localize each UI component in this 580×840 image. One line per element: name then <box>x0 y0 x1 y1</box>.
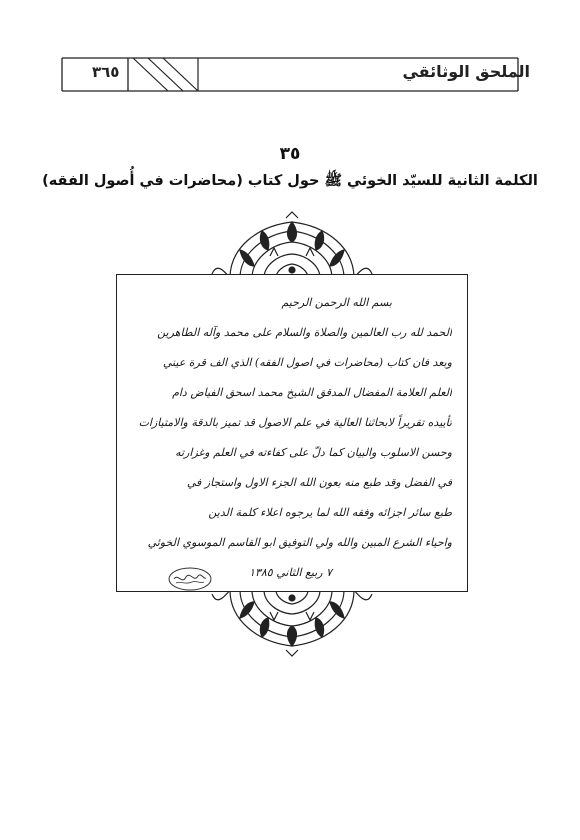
letter-line: في الفضل وقد طبع منه بعون الله الجزء الاول واستجاز في <box>186 476 452 489</box>
handwritten-letter <box>122 288 452 588</box>
document-title: الكلمة الثانية للسيّد الخوئي ﷺ حول كتاب (محاضرات في أُصول الفقه) <box>42 173 538 189</box>
running-title: الملحق الوثائقي <box>402 62 530 81</box>
letter-line: الحمد لله رب العالمين والصلاة والسلام على محمد وآله الطاهرين <box>157 326 452 339</box>
seal-stamp <box>166 565 214 593</box>
letter-line: بسم الله الرحمن الرحيم <box>281 296 392 309</box>
letter-line: وحسن الاسلوب والبيان كما دلّ على كفاءته في العلم وغزارته <box>175 446 452 459</box>
page-number: ٣٦٥ <box>92 63 120 81</box>
letter-line: العلم العلامة المفضال المدقق الشيخ محمد اسحق الفياض دام <box>172 386 452 399</box>
letter-line: تأييده تقريراً لابحاثنا العالية في علم الاصول قد تميز بالدقة والامتيازات <box>138 416 452 429</box>
letter-line: وبعد فان كتاب (محاضرات في اصول الفقه) الذي الف قرة عيني <box>162 356 452 369</box>
document-number: ٣٥ <box>279 144 301 164</box>
letter-date: ٧ ربيع الثاني ١٣٨٥ <box>249 566 332 579</box>
letter-line: واحياء الشرع المبين والله ولي التوفيق ابو القاسم الموسوي الخوئي <box>147 536 452 549</box>
letter-line: طبع سائر اجزائه وفقه الله لما يرجوه اعلاء كلمة الدين <box>208 506 452 519</box>
